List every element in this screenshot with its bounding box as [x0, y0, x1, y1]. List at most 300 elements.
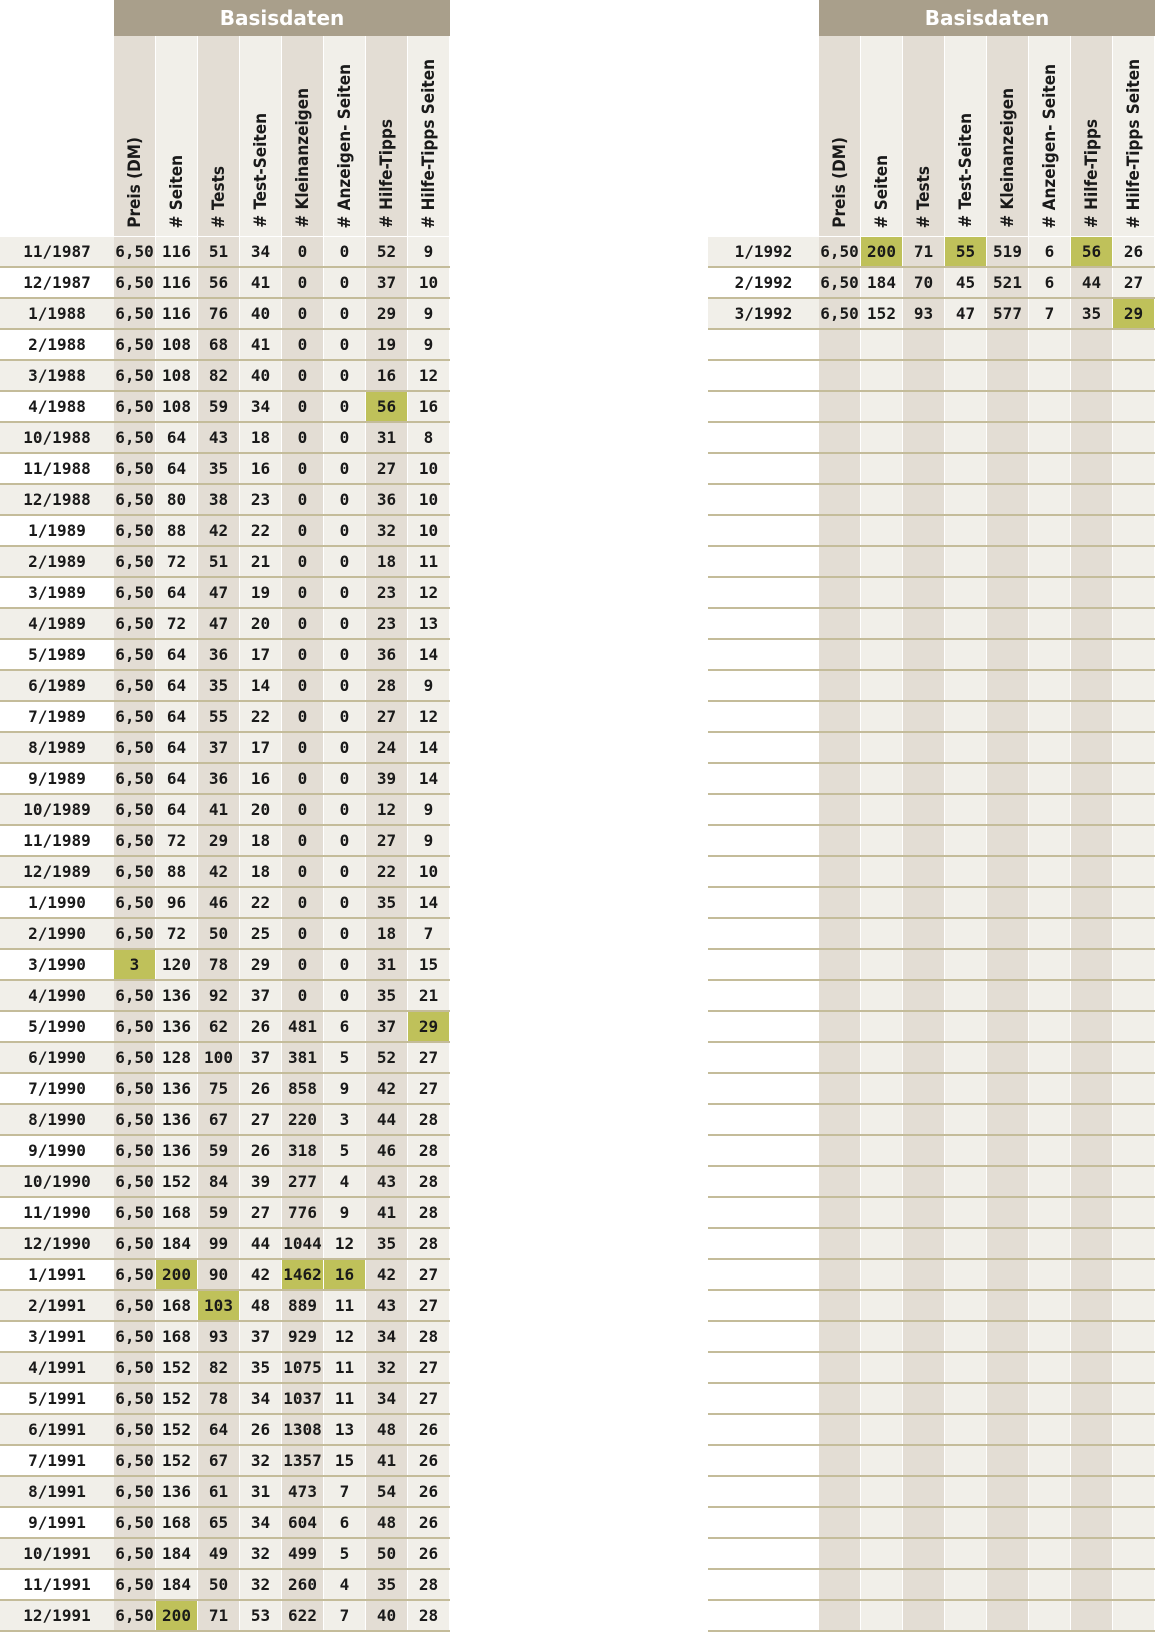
row-label: 3/1989 — [0, 578, 114, 607]
cell-tests — [903, 1539, 945, 1568]
cell-test-seiten — [945, 826, 987, 855]
cell-tests: 38 — [198, 485, 240, 514]
cell-test-seiten: 32 — [240, 1446, 282, 1475]
empty-row — [708, 857, 1155, 888]
cell-kleinanzeigen: 858 — [282, 1074, 324, 1103]
row-label: 12/1988 — [0, 485, 114, 514]
cell-anzeigen-seiten — [1029, 578, 1071, 607]
cell-tests — [903, 826, 945, 855]
cell-kleinanzeigen: 0 — [282, 671, 324, 700]
cell-hilfe-tipps: 35 — [366, 1229, 408, 1258]
cell-tests: 46 — [198, 888, 240, 917]
cell-kleinanzeigen — [987, 1229, 1029, 1258]
cell-hilfe-tipps-seiten — [1113, 1012, 1155, 1041]
cell-seiten: 88 — [156, 857, 198, 886]
cell-seiten: 152 — [861, 299, 903, 328]
cell-anzeigen-seiten: 0 — [324, 919, 366, 948]
cell-kleinanzeigen — [987, 1136, 1029, 1165]
cell-hilfe-tipps: 24 — [366, 733, 408, 762]
cell-kleinanzeigen: 0 — [282, 485, 324, 514]
cell-kleinanzeigen: 0 — [282, 640, 324, 669]
table-row — [0, 268, 450, 299]
cell-tests: 65 — [198, 1508, 240, 1537]
cell-tests — [903, 950, 945, 979]
cell-kleinanzeigen: 0 — [282, 299, 324, 328]
cell-hilfe-tipps — [1071, 1229, 1113, 1258]
cell-kleinanzeigen — [987, 888, 1029, 917]
cell-anzeigen-seiten: 0 — [324, 981, 366, 1010]
cell-anzeigen-seiten: 0 — [324, 795, 366, 824]
cell-anzeigen-seiten: 0 — [324, 826, 366, 855]
cell-hilfe-tipps-seiten: 11 — [408, 547, 450, 576]
table-row — [0, 857, 450, 888]
cell-preis: 3 — [114, 950, 156, 979]
empty-row — [708, 330, 1155, 361]
cell-preis — [819, 1074, 861, 1103]
cell-tests: 82 — [198, 361, 240, 390]
column-header-label: # Anzeigen- Seiten — [334, 63, 355, 228]
cell-seiten: 136 — [156, 1074, 198, 1103]
row-label — [708, 640, 819, 669]
cell-tests — [903, 516, 945, 545]
cell-hilfe-tipps-seiten — [1113, 888, 1155, 917]
cell-preis — [819, 671, 861, 700]
column-header-label: # Seiten — [166, 154, 187, 228]
row-label: 7/1991 — [0, 1446, 114, 1475]
cell-test-seiten: 32 — [240, 1539, 282, 1568]
cell-tests: 51 — [198, 547, 240, 576]
cell-anzeigen-seiten — [1029, 423, 1071, 452]
cell-anzeigen-seiten — [1029, 919, 1071, 948]
cell-hilfe-tipps-seiten — [1113, 1601, 1155, 1630]
cell-hilfe-tipps — [1071, 1136, 1113, 1165]
cell-preis — [819, 1136, 861, 1165]
row-label: 2/1991 — [0, 1291, 114, 1320]
empty-row — [708, 1322, 1155, 1353]
table-row — [0, 1105, 450, 1136]
cell-test-seiten — [945, 330, 987, 359]
table-row — [0, 547, 450, 578]
cell-kleinanzeigen — [987, 516, 1029, 545]
table-row — [0, 1353, 450, 1384]
cell-tests — [903, 1415, 945, 1444]
cell-tests: 61 — [198, 1477, 240, 1506]
cell-hilfe-tipps — [1071, 1415, 1113, 1444]
cell-hilfe-tipps: 34 — [366, 1384, 408, 1413]
cell-hilfe-tipps-seiten: 10 — [408, 268, 450, 297]
cell-seiten: 108 — [156, 361, 198, 390]
cell-anzeigen-seiten: 12 — [324, 1322, 366, 1351]
cell-seiten — [861, 981, 903, 1010]
cell-hilfe-tipps: 39 — [366, 764, 408, 793]
cell-test-seiten: 17 — [240, 733, 282, 762]
cell-test-seiten: 27 — [240, 1105, 282, 1134]
cell-hilfe-tipps: 44 — [366, 1105, 408, 1134]
empty-row — [708, 702, 1155, 733]
cell-kleinanzeigen — [987, 423, 1029, 452]
cell-test-seiten: 42 — [240, 1260, 282, 1289]
cell-test-seiten: 20 — [240, 795, 282, 824]
cell-test-seiten — [945, 1539, 987, 1568]
cell-seiten — [861, 1570, 903, 1599]
cell-kleinanzeigen — [987, 361, 1029, 390]
column-header-hilfe-tipps-seiten — [408, 36, 450, 236]
row-label — [708, 733, 819, 762]
cell-seiten — [861, 1415, 903, 1444]
cell-hilfe-tipps-seiten — [1113, 361, 1155, 390]
row-label: 11/1988 — [0, 454, 114, 483]
cell-preis: 6,50 — [114, 1198, 156, 1227]
empty-row — [708, 609, 1155, 640]
empty-row — [708, 1198, 1155, 1229]
cell-hilfe-tipps — [1071, 1322, 1113, 1351]
cell-seiten: 64 — [156, 764, 198, 793]
cell-preis — [819, 950, 861, 979]
cell-test-seiten: 26 — [240, 1074, 282, 1103]
table-row — [708, 299, 1155, 330]
row-label: 4/1988 — [0, 392, 114, 421]
cell-preis — [819, 392, 861, 421]
cell-kleinanzeigen — [987, 1043, 1029, 1072]
cell-hilfe-tipps-seiten: 9 — [408, 826, 450, 855]
cell-hilfe-tipps-seiten — [1113, 640, 1155, 669]
cell-seiten — [861, 330, 903, 359]
cell-test-seiten — [945, 1105, 987, 1134]
cell-seiten: 168 — [156, 1291, 198, 1320]
cell-anzeigen-seiten: 4 — [324, 1570, 366, 1599]
cell-hilfe-tipps-seiten: 26 — [408, 1539, 450, 1568]
empty-row — [708, 392, 1155, 423]
cell-seiten: 108 — [156, 330, 198, 359]
cell-hilfe-tipps — [1071, 640, 1113, 669]
cell-tests — [903, 1446, 945, 1475]
cell-seiten — [861, 361, 903, 390]
cell-seiten — [861, 795, 903, 824]
cell-tests — [903, 764, 945, 793]
row-label — [708, 1508, 819, 1537]
cell-test-seiten: 53 — [240, 1601, 282, 1630]
cell-hilfe-tipps-seiten: 28 — [408, 1601, 450, 1630]
row-label — [708, 423, 819, 452]
row-label: 8/1990 — [0, 1105, 114, 1134]
column-header-kleinanzeigen — [282, 36, 324, 236]
cell-seiten: 116 — [156, 237, 198, 266]
cell-tests: 82 — [198, 1353, 240, 1382]
column-header-label: # Hilfe-Tipps Seiten — [418, 58, 439, 228]
cell-tests — [903, 1074, 945, 1103]
cell-preis: 6,50 — [114, 392, 156, 421]
cell-anzeigen-seiten: 0 — [324, 764, 366, 793]
cell-anzeigen-seiten — [1029, 795, 1071, 824]
table-row — [0, 1198, 450, 1229]
cell-kleinanzeigen: 0 — [282, 702, 324, 731]
cell-test-seiten — [945, 795, 987, 824]
cell-test-seiten — [945, 1570, 987, 1599]
cell-hilfe-tipps — [1071, 733, 1113, 762]
cell-tests: 75 — [198, 1074, 240, 1103]
table-row — [0, 578, 450, 609]
cell-kleinanzeigen — [987, 1570, 1029, 1599]
cell-hilfe-tipps: 43 — [366, 1167, 408, 1196]
cell-hilfe-tipps-seiten: 27 — [408, 1353, 450, 1382]
cell-test-seiten: 22 — [240, 516, 282, 545]
cell-kleinanzeigen: 0 — [282, 361, 324, 390]
table-row — [708, 237, 1155, 268]
cell-test-seiten — [945, 485, 987, 514]
cell-hilfe-tipps: 44 — [1071, 268, 1113, 297]
cell-anzeigen-seiten — [1029, 330, 1071, 359]
cell-test-seiten — [945, 516, 987, 545]
cell-preis: 6,50 — [114, 578, 156, 607]
cell-hilfe-tipps: 48 — [366, 1508, 408, 1537]
table-row — [0, 1322, 450, 1353]
cell-anzeigen-seiten: 0 — [324, 640, 366, 669]
cell-seiten: 136 — [156, 981, 198, 1010]
cell-kleinanzeigen: 1037 — [282, 1384, 324, 1413]
cell-hilfe-tipps-seiten: 12 — [408, 578, 450, 607]
cell-hilfe-tipps-seiten — [1113, 1539, 1155, 1568]
cell-anzeigen-seiten: 13 — [324, 1415, 366, 1444]
cell-kleinanzeigen: 929 — [282, 1322, 324, 1351]
cell-seiten: 80 — [156, 485, 198, 514]
cell-tests: 103 — [198, 1291, 240, 1320]
row-label: 11/1990 — [0, 1198, 114, 1227]
cell-tests — [903, 640, 945, 669]
cell-hilfe-tipps-seiten — [1113, 1198, 1155, 1227]
table-row — [0, 1539, 450, 1570]
cell-hilfe-tipps — [1071, 330, 1113, 359]
row-label: 4/1989 — [0, 609, 114, 638]
cell-seiten — [861, 1291, 903, 1320]
cell-anzeigen-seiten — [1029, 981, 1071, 1010]
row-label: 12/1987 — [0, 268, 114, 297]
cell-tests — [903, 547, 945, 576]
cell-preis: 6,50 — [114, 361, 156, 390]
row-label: 3/1991 — [0, 1322, 114, 1351]
cell-hilfe-tipps — [1071, 1074, 1113, 1103]
cell-seiten — [861, 1105, 903, 1134]
table-row — [0, 671, 450, 702]
row-label: 3/1992 — [708, 299, 819, 328]
cell-seiten — [861, 1074, 903, 1103]
cell-anzeigen-seiten — [1029, 1167, 1071, 1196]
table-row — [0, 1074, 450, 1105]
table-row — [0, 1012, 450, 1043]
cell-tests: 42 — [198, 857, 240, 886]
cell-preis: 6,50 — [114, 981, 156, 1010]
cell-anzeigen-seiten: 0 — [324, 299, 366, 328]
cell-hilfe-tipps-seiten: 28 — [408, 1167, 450, 1196]
cell-preis — [819, 1260, 861, 1289]
cell-tests — [903, 671, 945, 700]
cell-anzeigen-seiten: 0 — [324, 578, 366, 607]
table-row — [0, 361, 450, 392]
cell-anzeigen-seiten: 3 — [324, 1105, 366, 1134]
cell-test-seiten: 16 — [240, 764, 282, 793]
cell-test-seiten — [945, 1198, 987, 1227]
cell-test-seiten — [945, 1508, 987, 1537]
cell-preis — [819, 454, 861, 483]
column-header-seiten — [156, 36, 198, 236]
cell-kleinanzeigen: 277 — [282, 1167, 324, 1196]
row-label — [708, 795, 819, 824]
cell-anzeigen-seiten — [1029, 1415, 1071, 1444]
cell-seiten: 64 — [156, 578, 198, 607]
cell-tests: 68 — [198, 330, 240, 359]
cell-test-seiten: 37 — [240, 1322, 282, 1351]
cell-test-seiten: 40 — [240, 361, 282, 390]
cell-hilfe-tipps-seiten — [1113, 733, 1155, 762]
cell-preis — [819, 1043, 861, 1072]
row-label — [708, 1384, 819, 1413]
cell-test-seiten: 16 — [240, 454, 282, 483]
cell-kleinanzeigen — [987, 1601, 1029, 1630]
cell-hilfe-tipps-seiten: 28 — [408, 1198, 450, 1227]
row-label — [708, 1136, 819, 1165]
cell-kleinanzeigen — [987, 1291, 1029, 1320]
cell-tests — [903, 1508, 945, 1537]
cell-tests: 99 — [198, 1229, 240, 1258]
cell-anzeigen-seiten: 6 — [324, 1012, 366, 1041]
cell-kleinanzeigen — [987, 1074, 1029, 1103]
cell-preis — [819, 1384, 861, 1413]
cell-hilfe-tipps-seiten: 27 — [408, 1074, 450, 1103]
cell-test-seiten — [945, 733, 987, 762]
cell-hilfe-tipps: 37 — [366, 268, 408, 297]
cell-hilfe-tipps: 41 — [366, 1198, 408, 1227]
empty-row — [708, 1229, 1155, 1260]
cell-seiten — [861, 578, 903, 607]
cell-hilfe-tipps: 18 — [366, 547, 408, 576]
cell-hilfe-tipps-seiten: 26 — [408, 1446, 450, 1475]
row-label: 2/1992 — [708, 268, 819, 297]
cell-kleinanzeigen — [987, 919, 1029, 948]
cell-anzeigen-seiten — [1029, 1477, 1071, 1506]
empty-row — [708, 733, 1155, 764]
row-label: 6/1991 — [0, 1415, 114, 1444]
cell-hilfe-tipps-seiten — [1113, 1477, 1155, 1506]
cell-test-seiten: 25 — [240, 919, 282, 948]
cell-seiten — [861, 733, 903, 762]
column-header-label: # Kleinanzeigen — [292, 88, 313, 228]
cell-anzeigen-seiten — [1029, 1539, 1071, 1568]
cell-preis — [819, 640, 861, 669]
row-label — [708, 516, 819, 545]
cell-test-seiten: 45 — [945, 268, 987, 297]
column-header-preis — [114, 36, 156, 236]
row-label — [708, 485, 819, 514]
cell-hilfe-tipps-seiten — [1113, 1260, 1155, 1289]
table-row — [0, 826, 450, 857]
cell-hilfe-tipps: 42 — [366, 1260, 408, 1289]
cell-tests: 55 — [198, 702, 240, 731]
cell-anzeigen-seiten: 0 — [324, 485, 366, 514]
column-header-hilfe-tipps-seiten — [1113, 36, 1155, 236]
empty-row — [708, 1508, 1155, 1539]
cell-kleinanzeigen — [987, 609, 1029, 638]
row-label — [708, 1601, 819, 1630]
cell-hilfe-tipps: 42 — [366, 1074, 408, 1103]
cell-tests — [903, 795, 945, 824]
cell-preis: 6,50 — [114, 1105, 156, 1134]
cell-preis: 6,50 — [114, 733, 156, 762]
cell-preis: 6,50 — [114, 857, 156, 886]
cell-hilfe-tipps-seiten: 14 — [408, 764, 450, 793]
cell-hilfe-tipps: 48 — [366, 1415, 408, 1444]
cell-tests: 36 — [198, 764, 240, 793]
row-label — [708, 764, 819, 793]
cell-seiten: 136 — [156, 1477, 198, 1506]
table-row — [0, 1446, 450, 1477]
table-row — [0, 237, 450, 268]
cell-kleinanzeigen — [987, 1477, 1029, 1506]
cell-test-seiten: 34 — [240, 1384, 282, 1413]
cell-seiten: 96 — [156, 888, 198, 917]
cell-hilfe-tipps: 27 — [366, 454, 408, 483]
cell-test-seiten: 34 — [240, 392, 282, 421]
cell-kleinanzeigen: 889 — [282, 1291, 324, 1320]
cell-hilfe-tipps — [1071, 423, 1113, 452]
row-label: 1/1992 — [708, 237, 819, 266]
cell-tests: 100 — [198, 1043, 240, 1072]
row-label — [708, 547, 819, 576]
row-label: 9/1990 — [0, 1136, 114, 1165]
cell-test-seiten: 31 — [240, 1477, 282, 1506]
cell-hilfe-tipps — [1071, 1043, 1113, 1072]
cell-hilfe-tipps — [1071, 1260, 1113, 1289]
empty-row — [708, 1477, 1155, 1508]
row-label — [708, 1415, 819, 1444]
cell-tests — [903, 330, 945, 359]
cell-anzeigen-seiten — [1029, 1291, 1071, 1320]
cell-hilfe-tipps-seiten: 26 — [408, 1508, 450, 1537]
row-label — [708, 950, 819, 979]
row-label: 6/1990 — [0, 1043, 114, 1072]
table-row — [0, 981, 450, 1012]
cell-preis — [819, 764, 861, 793]
cell-hilfe-tipps: 31 — [366, 423, 408, 452]
cell-tests — [903, 1198, 945, 1227]
cell-seiten: 108 — [156, 392, 198, 421]
cell-hilfe-tipps-seiten: 26 — [1113, 237, 1155, 266]
cell-kleinanzeigen: 0 — [282, 578, 324, 607]
cell-seiten: 116 — [156, 299, 198, 328]
table-row — [0, 423, 450, 454]
cell-kleinanzeigen — [987, 392, 1029, 421]
cell-tests: 62 — [198, 1012, 240, 1041]
cell-test-seiten — [945, 640, 987, 669]
cell-seiten — [861, 1384, 903, 1413]
cell-hilfe-tipps-seiten — [1113, 1291, 1155, 1320]
cell-tests: 47 — [198, 578, 240, 607]
cell-seiten: 72 — [156, 919, 198, 948]
cell-tests — [903, 1291, 945, 1320]
cell-kleinanzeigen: 0 — [282, 392, 324, 421]
empty-row — [708, 485, 1155, 516]
cell-hilfe-tipps: 56 — [1071, 237, 1113, 266]
column-header-label: # Hilfe-Tipps Seiten — [1123, 58, 1144, 228]
cell-hilfe-tipps-seiten: 21 — [408, 981, 450, 1010]
cell-preis: 6,50 — [114, 1508, 156, 1537]
cell-test-seiten — [945, 1322, 987, 1351]
cell-kleinanzeigen — [987, 950, 1029, 979]
row-label — [708, 330, 819, 359]
cell-preis: 6,50 — [114, 1260, 156, 1289]
cell-test-seiten: 19 — [240, 578, 282, 607]
cell-test-seiten: 26 — [240, 1415, 282, 1444]
table-row — [0, 764, 450, 795]
cell-preis: 6,50 — [114, 1353, 156, 1382]
